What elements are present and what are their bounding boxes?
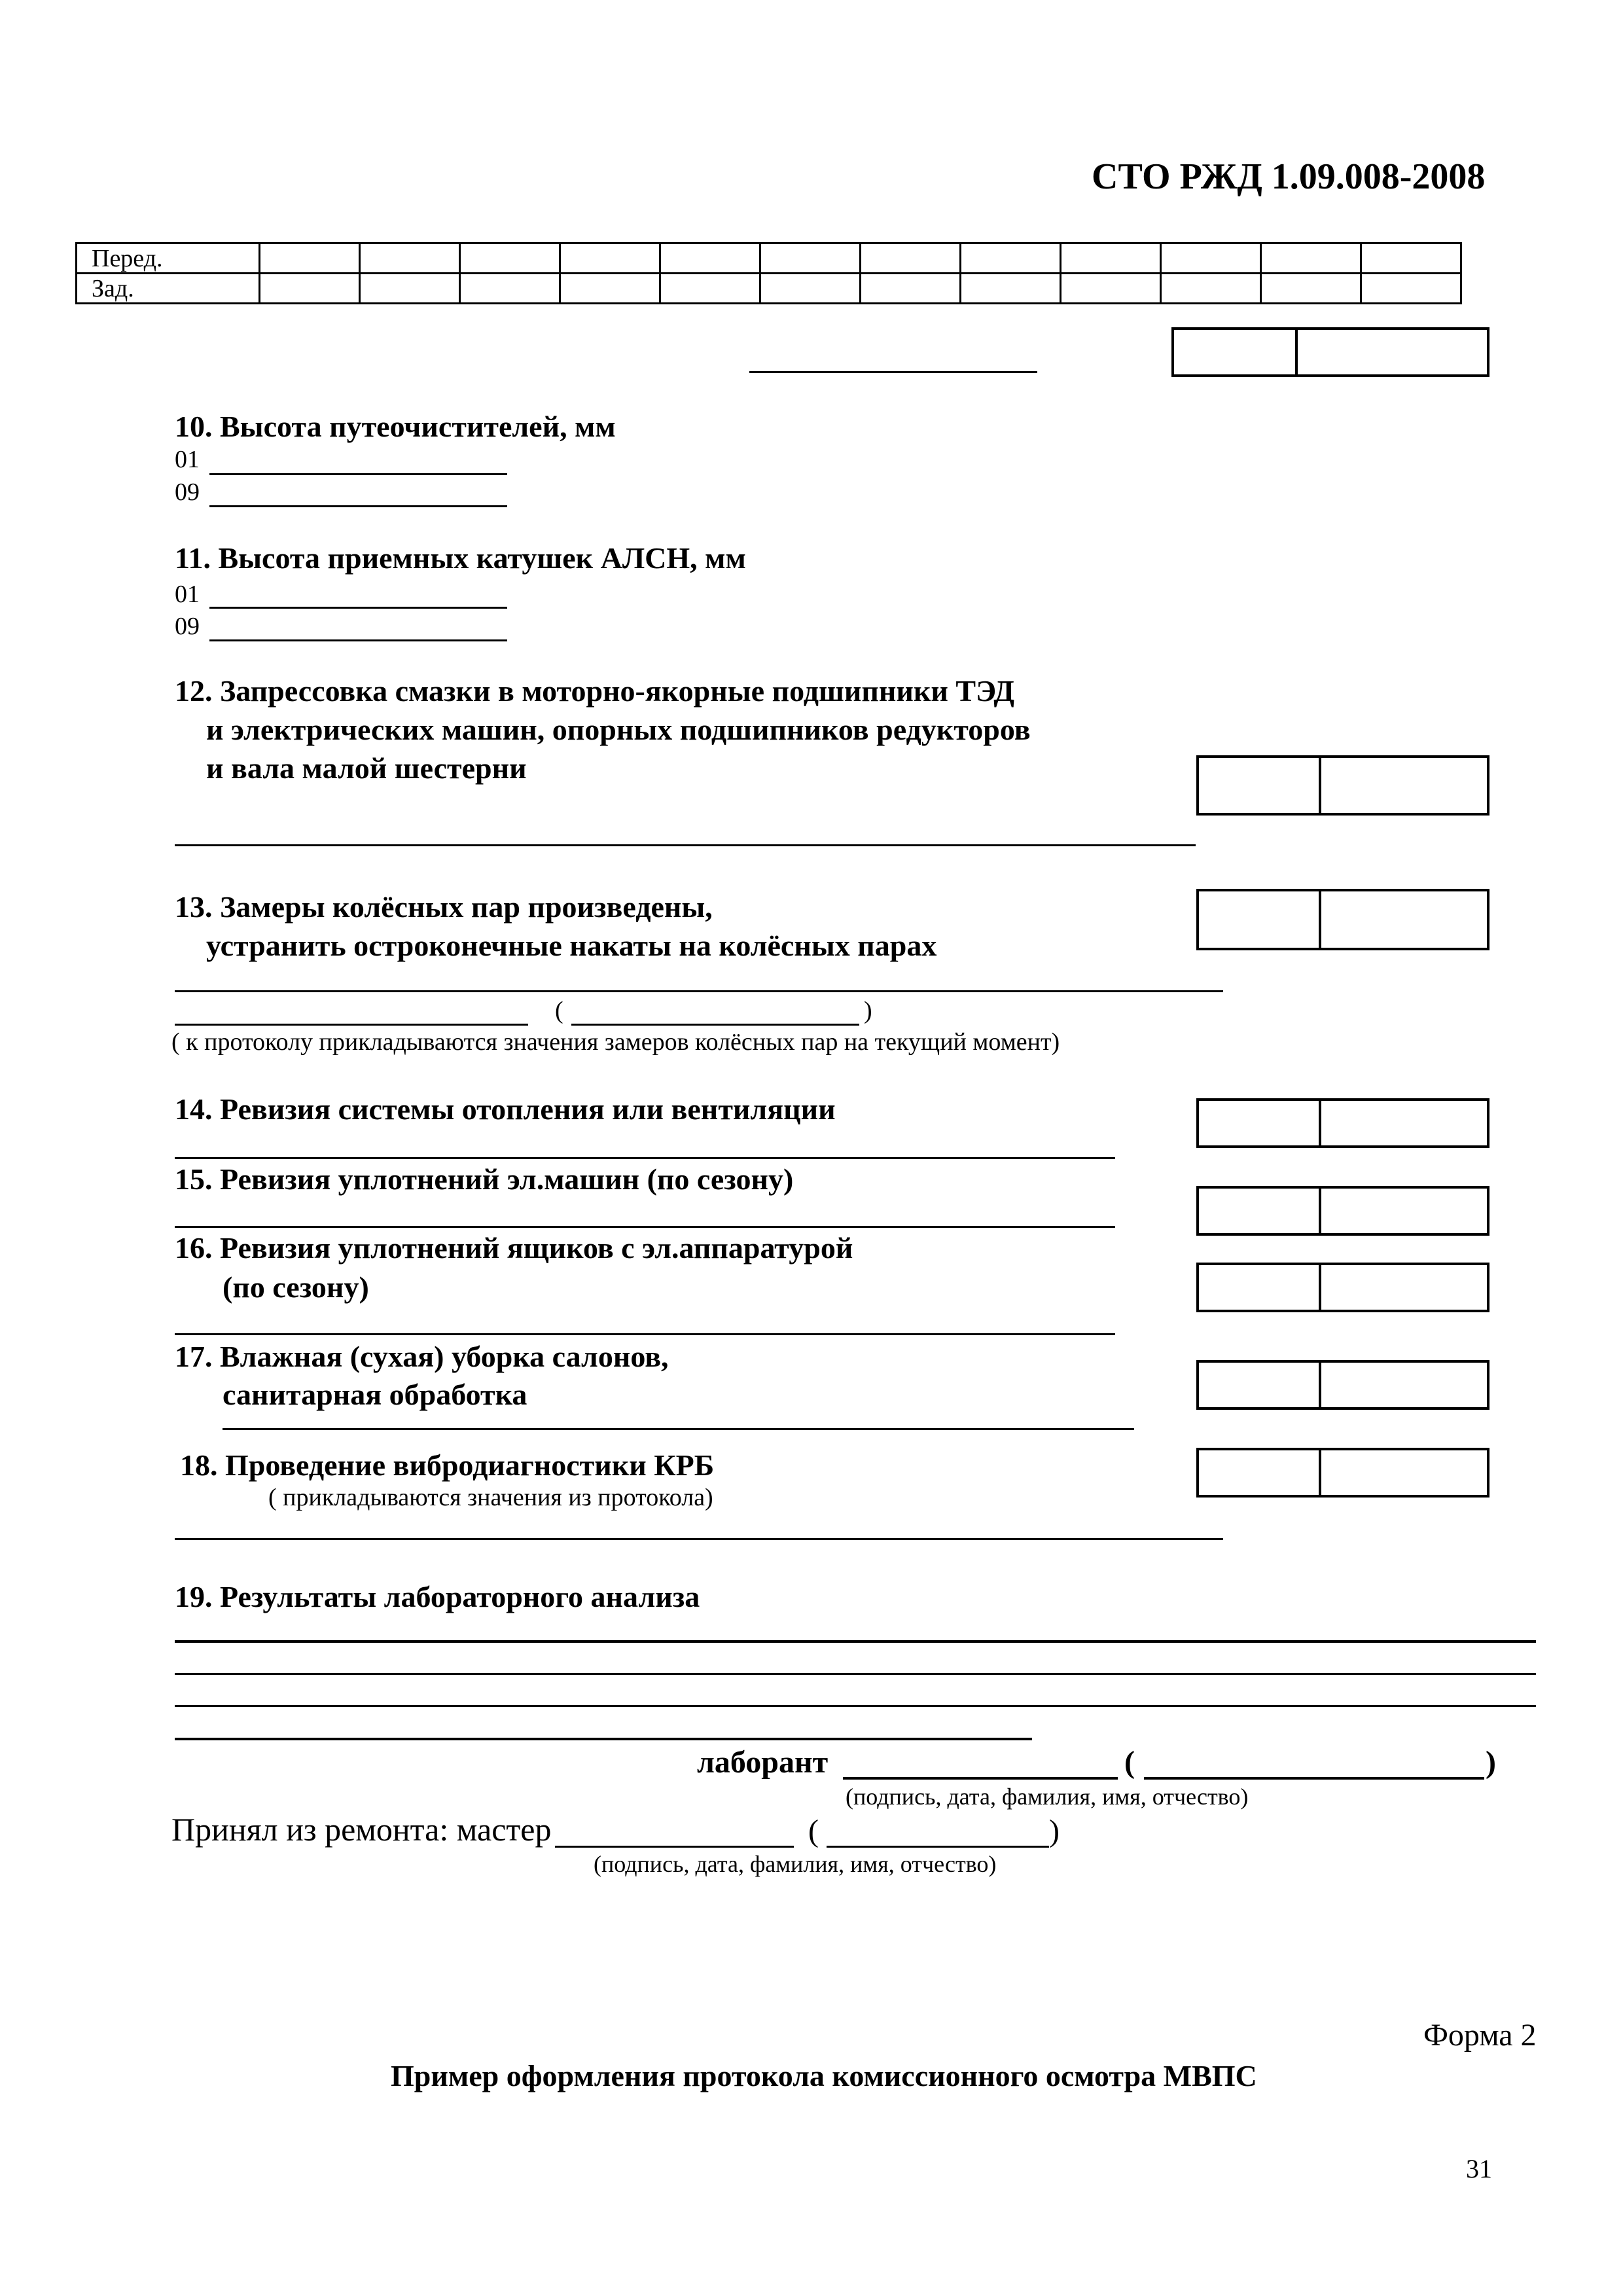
table-cell[interactable] [1161, 274, 1261, 304]
section-11-title: 11. Высота приемных катушек АЛСН, мм [175, 541, 746, 575]
section-11-field-01[interactable] [209, 607, 507, 609]
section-17-line[interactable] [223, 1428, 1134, 1430]
check-box[interactable] [1196, 1098, 1489, 1148]
table-cell[interactable] [360, 243, 460, 274]
lab-result-line-3[interactable] [175, 1705, 1536, 1707]
table-cell[interactable] [260, 274, 360, 304]
table-cell[interactable] [560, 243, 660, 274]
page-number: 31 [1466, 2154, 1492, 2183]
section-16-title-line2: (по сезону) [223, 1270, 369, 1304]
section-11-label-01: 01 [175, 581, 200, 608]
table-cell[interactable] [660, 243, 760, 274]
section-13-line[interactable] [175, 990, 1223, 992]
row-label-front: Перед. [77, 243, 260, 274]
section-10-label-09: 09 [175, 478, 200, 506]
table-cell[interactable] [260, 243, 360, 274]
section-18-note: ( прикладываются значения из протокола) [268, 1484, 713, 1511]
master-paren-close: ) [1049, 1814, 1060, 1848]
section-19-title: 19. Результаты лабораторного анализа [175, 1580, 700, 1613]
section-10-title: 10. Высота путеочистителей, мм [175, 410, 616, 443]
check-box[interactable] [1171, 327, 1489, 377]
section-13-title-line2: устранить остроконечные накаты на колёсных парах [206, 929, 937, 962]
section-15-title: 15. Ревизия уплотнений эл.машин (по сезону) [175, 1162, 794, 1196]
document-code: СТО РЖД 1.09.008-2008 [1092, 156, 1486, 197]
check-box[interactable] [1196, 755, 1489, 816]
master-paren-open: ( [808, 1814, 819, 1848]
check-box[interactable] [1196, 1263, 1489, 1312]
lab-paren-open: ( [1124, 1745, 1135, 1780]
table-cell[interactable] [861, 243, 961, 274]
lab-result-line-2[interactable] [175, 1673, 1536, 1675]
section-10-field-01[interactable] [209, 473, 507, 475]
section-12-title-line3: и вала малой шестерни [206, 751, 527, 785]
table-cell[interactable] [360, 274, 460, 304]
table-cell[interactable] [560, 274, 660, 304]
table-row-front [77, 243, 1461, 274]
section-16-line[interactable] [175, 1333, 1115, 1335]
section-13-name-line[interactable] [571, 1024, 859, 1026]
section-13-paren-close: ) [864, 997, 872, 1024]
section-13-paren-open: ( [555, 997, 563, 1024]
lab-assistant-name-line[interactable] [1144, 1777, 1484, 1780]
lab-assistant-signature-line[interactable] [843, 1777, 1118, 1780]
table-cell[interactable] [1161, 243, 1261, 274]
master-name-line[interactable] [827, 1846, 1049, 1848]
section-12-title-line1: 12. Запрессовка смазки в моторно-якорные подшипники ТЭД [175, 674, 1015, 708]
section-15-line[interactable] [175, 1226, 1115, 1228]
section-11-field-09[interactable] [209, 639, 507, 641]
accepted-from-repair-label: Принял из ремонта: мастер [171, 1811, 552, 1848]
lab-assistant-label: лаборант [697, 1745, 829, 1780]
table-cell[interactable] [961, 274, 1061, 304]
section-16-title-line1: 16. Ревизия уплотнений ящиков с эл.аппаратурой [175, 1231, 853, 1265]
table-cell[interactable] [1361, 243, 1461, 274]
section-13-note: ( к протоколу прикладываются значения замеров колёсных пар на текущий момент) [171, 1028, 1060, 1056]
table-row-rear [77, 274, 1461, 304]
section-18-title: 18. Проведение вибродиагностики КРБ [180, 1448, 715, 1482]
signature-line[interactable] [749, 371, 1037, 373]
table-cell[interactable] [660, 274, 760, 304]
check-box[interactable] [1196, 1360, 1489, 1410]
row-label-rear: Зад. [77, 274, 260, 304]
lab-result-line-4[interactable] [175, 1738, 1032, 1740]
section-14-line[interactable] [175, 1157, 1115, 1159]
section-11-label-09: 09 [175, 613, 200, 640]
table-cell[interactable] [1361, 274, 1461, 304]
table-cell[interactable] [961, 243, 1061, 274]
master-signature-line[interactable] [555, 1846, 794, 1848]
section-10-field-09[interactable] [209, 505, 507, 507]
check-box[interactable] [1196, 889, 1489, 950]
check-box[interactable] [1196, 1448, 1489, 1498]
section-12-title-line2: и электрических машин, опорных подшипников редукторов [206, 713, 1031, 746]
lab-signature-caption: (подпись, дата, фамилия, имя, отчество) [846, 1784, 1249, 1810]
table-cell[interactable] [760, 243, 861, 274]
section-10-label-01: 01 [175, 446, 200, 473]
section-18-line[interactable] [175, 1538, 1223, 1540]
master-signature-caption: (подпись, дата, фамилия, имя, отчество) [594, 1851, 997, 1877]
table-cell[interactable] [760, 274, 861, 304]
check-box[interactable] [1196, 1186, 1489, 1236]
section-13-signature-line[interactable] [175, 1024, 528, 1026]
form-label: Форма 2 [1423, 2018, 1537, 2053]
table-cell[interactable] [1061, 274, 1161, 304]
table-cell[interactable] [460, 274, 560, 304]
table-cell[interactable] [460, 243, 560, 274]
example-title: Пример оформления протокола комиссионного осмотра МВПС [391, 2059, 1257, 2092]
section-13-title-line1: 13. Замеры колёсных пар произведены, [175, 890, 713, 924]
lab-result-line-1[interactable] [175, 1640, 1536, 1643]
lab-paren-close: ) [1486, 1745, 1496, 1780]
section-17-title-line2: санитарная обработка [223, 1378, 527, 1411]
wheel-measurement-table [75, 242, 1462, 304]
section-17-title-line1: 17. Влажная (сухая) уборка салонов, [175, 1340, 669, 1373]
table-cell[interactable] [1061, 243, 1161, 274]
table-cell[interactable] [861, 274, 961, 304]
section-14-title: 14. Ревизия системы отопления или вентиляции [175, 1092, 836, 1126]
section-12-line[interactable] [175, 844, 1196, 846]
table-cell[interactable] [1261, 274, 1361, 304]
table-cell[interactable] [1261, 243, 1361, 274]
